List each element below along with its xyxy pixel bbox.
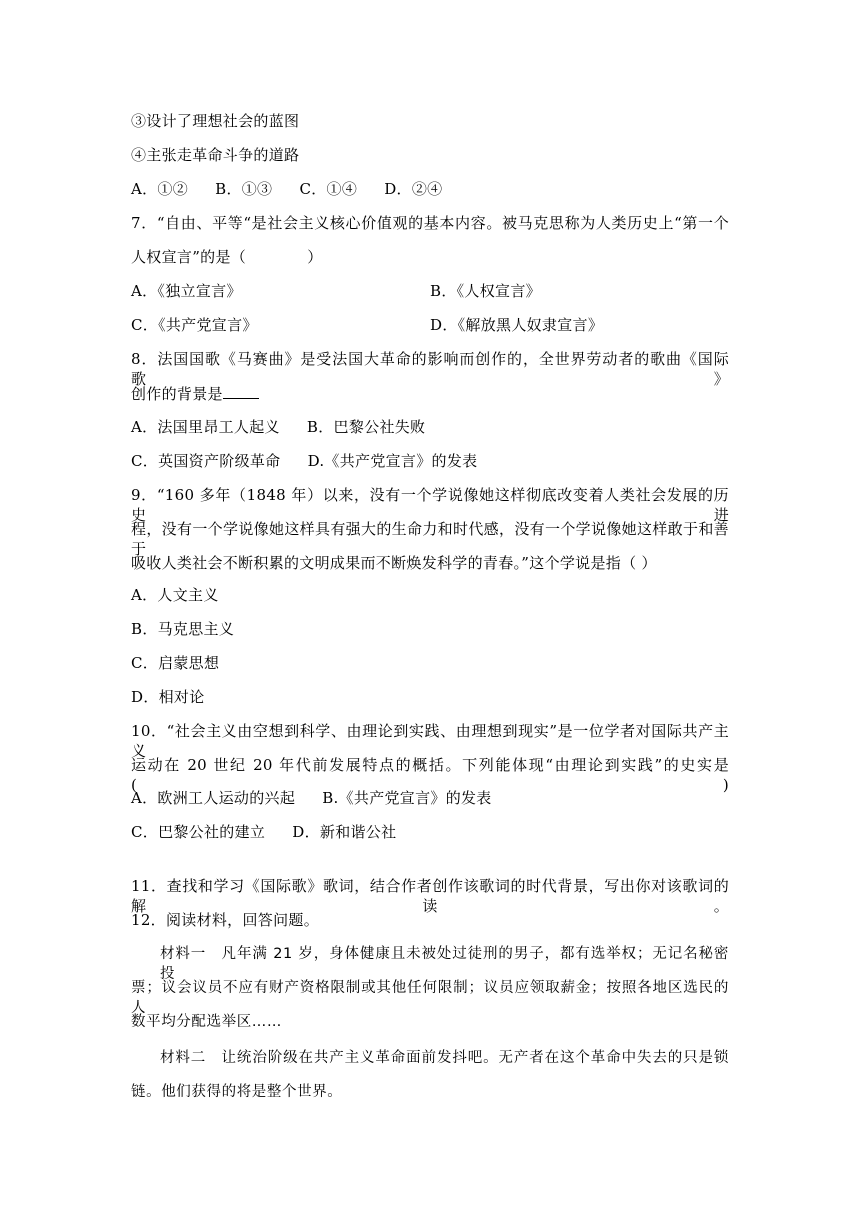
q6-option-4: ④主张走革命斗争的道路 — [131, 146, 300, 164]
answer-blank — [223, 383, 259, 399]
q9-option-d: D．相对论 — [131, 688, 205, 706]
q12-stem: 12．阅读材料，回答问题。 — [131, 911, 319, 929]
q9-option-a: A．人文主义 — [131, 586, 219, 604]
q9-option-b: B．马克思主义 — [131, 620, 235, 638]
q10-options-ab — [131, 788, 492, 808]
material-2-line2: 链。他们获得的将是整个世界。 — [131, 1084, 343, 1100]
q8-options-ab — [131, 417, 425, 437]
q7-option-b: B．《人权宣言》 — [430, 282, 541, 300]
q8-option-b: B．巴黎公社失败 — [306, 418, 426, 436]
q8-option-d: D.《共产党宣言》的发表 — [307, 452, 478, 470]
q7-option-a: A．《独立宣言》 — [131, 282, 242, 300]
q8-stem-line2 — [131, 383, 259, 404]
q6-choice-d: D．②④ — [384, 180, 443, 198]
q6-choice-c: C．①④ — [299, 180, 358, 198]
q7-option-d: D．《解放黑人奴隶宣言》 — [430, 316, 604, 334]
q10-option-c: C．巴黎公社的建立 — [131, 823, 266, 841]
q8-option-c: C．英国资产阶级革命 — [131, 452, 281, 470]
q6-choices — [131, 179, 442, 199]
q8-stem-line1: 8．法国国歌《马赛曲》是受法国大革命的影响而创作的，全世界劳动者的歌曲《国际歌》 — [131, 350, 729, 388]
q7-option-c: C．《共产党宣言》 — [131, 316, 258, 334]
q9-stem-line1: 9．“160 多年（1848 年）以来，没有一个学说像她这样彻底改变着人类社会发展的历史进 — [131, 486, 729, 524]
q6-choice-a: A．①② — [131, 180, 189, 198]
q8-option-a: A．法国里昂工人起义 — [131, 418, 280, 436]
q10-stem-line2: 运动在 20 世纪 20 年代前发展特点的概括。下列能体现“由理论到实践”的史实是( ) — [131, 756, 729, 794]
q10-options-cd — [131, 822, 396, 842]
material-2-line1: 材料二 让统治阶级在共产主义革命面前发抖吧。无产者在这个革命中失去的只是锁 — [160, 1050, 729, 1066]
q9-stem-line2: 程，没有一个学说像她这样具有强大的生命力和时代感，没有一个学说像她这样敢于和善于 — [131, 520, 729, 558]
q10-option-a: A．欧洲工人运动的兴起 — [131, 789, 296, 807]
q10-stem-line1: 10．“社会主义由空想到科学、由理论到实践、由理想到现实”是一位学者对国际共产主义 — [131, 722, 729, 760]
q11-stem: 11．查找和学习《国际歌》歌词，结合作者创作该歌词的时代背景，写出你对该歌词的解读。 — [131, 877, 729, 915]
q9-stem-line3: 吸收人类社会不断积累的文明成果而不断焕发科学的青春。”这个学说是指（ ） — [131, 554, 657, 572]
q8-options-cd — [131, 451, 477, 471]
material-1-line2: 票；议会议员不应有财产资格限制或其他任何限制；议员应领取薪金；按照各地区选民的人 — [131, 980, 729, 1016]
material-1-line3: 数平均分配选举区…… — [131, 1014, 282, 1030]
q9-option-c: C．启蒙思想 — [131, 654, 220, 672]
q6-choice-b: B．①③ — [215, 180, 273, 198]
q8-stem-text: 创作的背景是 — [131, 385, 223, 403]
q6-option-3: ③设计了理想社会的蓝图 — [131, 112, 300, 130]
q10-option-d: D．新和谐公社 — [292, 823, 397, 841]
q7-stem-line1: 7．“自由、平等“是社会主义核心价值观的基本内容。被马克思称为人类历史上“第一个 — [131, 214, 729, 232]
material-1-line1: 材料一 凡年满 21 岁，身体健康且未被处过徒刑的男子，都有选举权；无记名秘密投 — [160, 946, 729, 982]
q7-stem-line2: 人权宣言”的是（ ） — [131, 248, 323, 266]
q10-option-b: B.《共产党宣言》的发表 — [322, 789, 492, 807]
